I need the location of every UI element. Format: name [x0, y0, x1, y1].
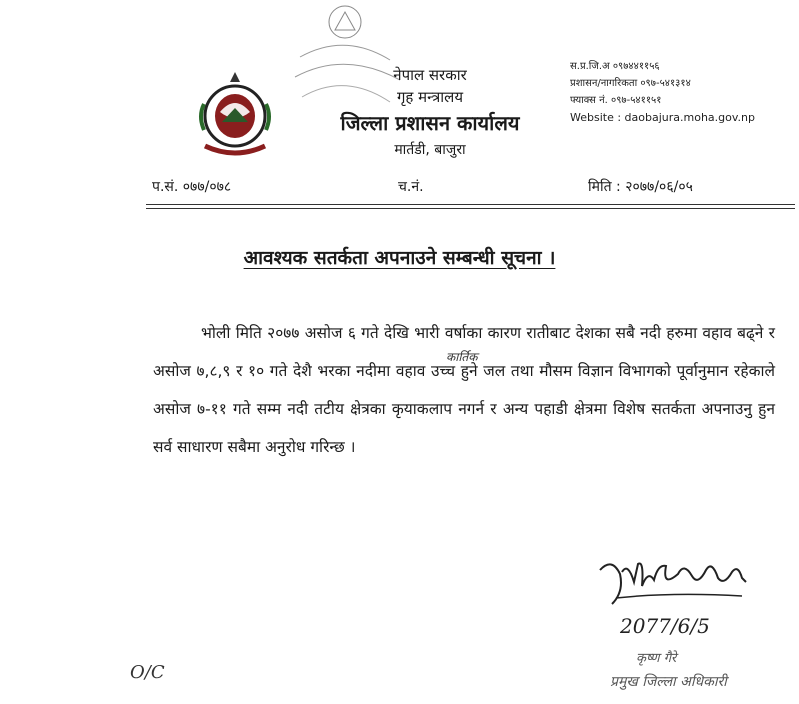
letter-number: प.सं. ०७७/०७८: [152, 179, 232, 195]
contact-info: [570, 58, 755, 126]
nepal-emblem-icon: [190, 64, 280, 168]
signature-icon: [592, 552, 772, 616]
notice-subject-text: आवश्यक सतर्कता अपनाउने सम्बन्धी सूचना ।: [243, 247, 556, 269]
notice-body: [153, 314, 775, 466]
office-name: जिल्ला प्रशासन कार्यालय: [340, 111, 520, 135]
contact-website: Website : daobajura.moha.gov.np: [570, 111, 755, 124]
contact-cdo-phone: स.प्र.जि.अ ०९७४४११५६: [570, 61, 660, 72]
header-rule-top: [146, 204, 795, 205]
office-location: मार्तडी, बाजुरा: [394, 142, 466, 158]
letterhead: [300, 64, 560, 162]
signature-date: 2077/6/5: [620, 614, 710, 638]
notice-subject: [0, 244, 799, 270]
header-rule-bottom: [146, 208, 795, 209]
ministry-name: गृह मन्त्रालय: [396, 88, 464, 106]
margin-note: O/C: [130, 662, 165, 683]
contact-fax: फ्याक्स नं. ०९७-५४११५१: [570, 95, 662, 106]
contact-admin-phone: प्रशासन/नागरिकता ०९७-५४१३१४: [570, 78, 691, 89]
signatory-title: प्रमुख जिल्ला अधिकारी: [610, 674, 727, 690]
gov-name: नेपाल सरकार: [393, 66, 467, 84]
handwritten-correction: कार्तिक: [446, 350, 478, 364]
signatory-name: कृष्ण गैरे: [636, 651, 677, 666]
dispatch-number: च.नं.: [398, 179, 424, 195]
notice-body-text: भोली मिति २०७७ असोज ६ गते देखि भारी वर्षाका कारण रातीबाट देशका सबै नदी हरुमा वहाव बढ्ने र असोज ७,८,९ र १० गते देशै भरका नदीमा वहाव उच्च हुने जल तथा मौसम विज्ञान विभागको पूर्वानुमान रहेकाले असोज ७-११ गते सम्म नदी तटीय क्षेत्रका कृयाकलाप नगर्न र अन्य पहाडी क्षेत्रमा विशेष सतर्कता अपनाउनु हुन सर्व साधारण सबैमा अनुरोध गरिन्छ ।: [153, 324, 775, 456]
letter-date: मिति : २०७७/०६/०५: [588, 179, 693, 195]
